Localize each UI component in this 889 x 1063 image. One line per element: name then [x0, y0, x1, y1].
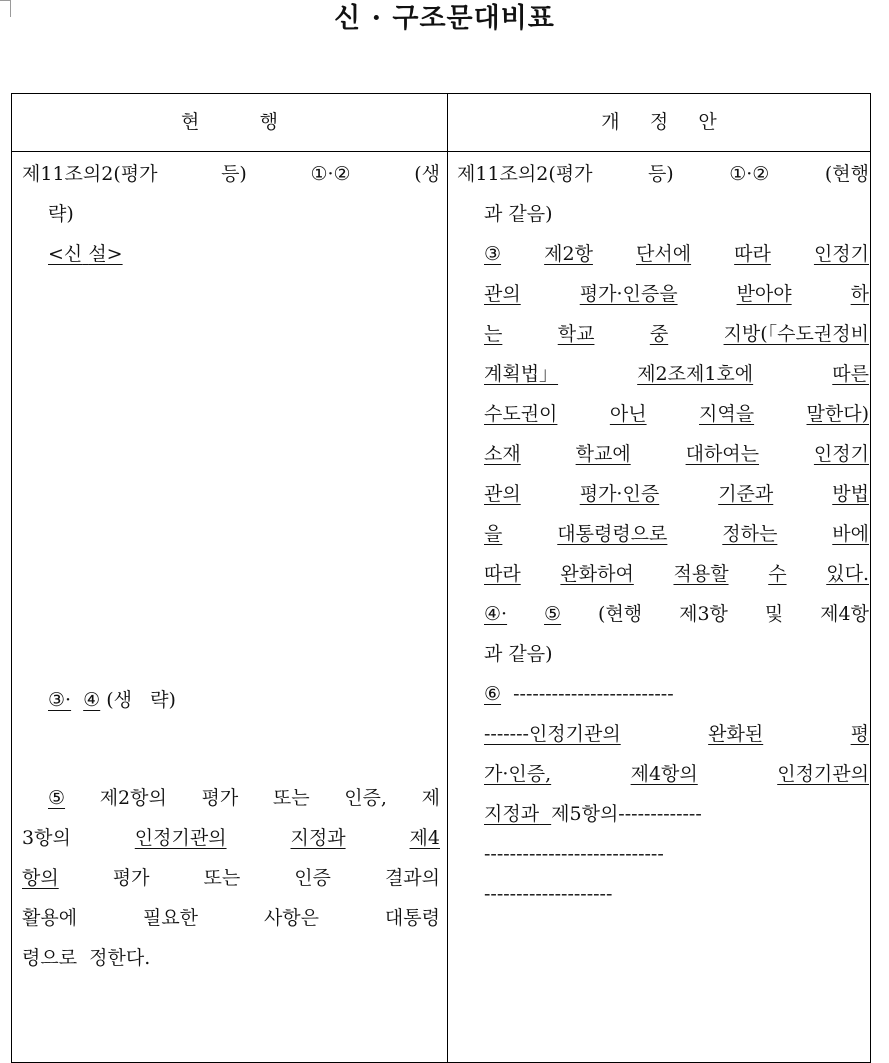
word: 등) [647, 163, 674, 185]
word: 아닌 [609, 403, 647, 425]
comparison-table [11, 93, 871, 1063]
revised-line-8 [484, 434, 869, 474]
revised-line-15 [484, 714, 869, 754]
word: ③ [484, 243, 502, 265]
word: ⑤ [544, 603, 562, 625]
word: 완화된 [708, 723, 764, 745]
word: (현행 [598, 603, 643, 625]
word: 인정기 [813, 443, 869, 465]
current-line-9 [22, 938, 440, 978]
word: (생 [106, 689, 133, 711]
word: 수도권이 [484, 403, 558, 425]
revised-line-6 [484, 354, 869, 394]
word: ⑥ [484, 683, 502, 705]
word: 평가·인증을 [579, 283, 678, 305]
word: 제5항의------------- [551, 803, 702, 825]
word: 또는 [272, 787, 310, 809]
revised-line-16 [484, 754, 869, 794]
word: 인증 [294, 867, 331, 889]
revised-line-10 [484, 514, 869, 554]
word: 략) [48, 203, 74, 225]
header-revised: 개 정 안 [601, 111, 717, 133]
word: 같음) [508, 643, 553, 665]
word: 중 [649, 323, 669, 345]
word: (생 [414, 163, 440, 185]
current-line-8 [22, 898, 440, 938]
word: 활용에 [22, 907, 78, 929]
word: 사항은 [263, 907, 319, 929]
word: 완화하여 [560, 563, 634, 585]
current-line-3 [48, 234, 440, 274]
word: 제2조제1호에 [637, 363, 754, 385]
revised-line-9 [484, 474, 869, 514]
word: 략) [150, 689, 176, 711]
revised-line-4 [484, 274, 869, 314]
word: 지방(「수도권정비 [723, 323, 869, 345]
word: (현행 [824, 163, 869, 185]
word: 대하여는 [685, 443, 760, 465]
table-header-row [12, 94, 870, 152]
word: 3항의 [22, 827, 71, 849]
word: -------인정기관의 [484, 723, 621, 745]
word: 있다. [826, 563, 869, 585]
word: 결과의 [384, 867, 440, 889]
word: 등) [221, 163, 247, 185]
word: 인정기관의 [134, 827, 227, 849]
word: 관의 [484, 483, 521, 505]
current-line-4 [48, 680, 440, 720]
current-line-2 [48, 194, 440, 234]
word: ⑤ [48, 787, 66, 809]
word: 인증, [344, 787, 387, 809]
column-divider [447, 94, 448, 1062]
current-line-7 [22, 858, 440, 898]
word: 또는 [203, 867, 241, 889]
revised-line-3 [484, 234, 869, 274]
word: 계획법」 [484, 363, 559, 385]
word: ④· [484, 603, 508, 625]
word: 평가·인증 [579, 483, 660, 505]
word: 정하는 [722, 523, 778, 545]
revised-line-18 [484, 834, 869, 874]
word: 과 [484, 203, 503, 225]
word: ---------------------------- [484, 843, 664, 865]
word: ------------------------- [513, 683, 674, 705]
word: 같음) [508, 203, 553, 225]
word: 제 [421, 787, 440, 809]
revised-line-13 [484, 634, 869, 674]
word: 제4 [409, 827, 440, 849]
revised-line-14 [484, 674, 869, 714]
current-line-6 [22, 818, 440, 858]
word: 지정과 [484, 803, 540, 825]
word: ③· [48, 689, 72, 711]
word: 항의 [22, 867, 59, 889]
word: ①·② [310, 163, 351, 185]
word: 정한다. [89, 947, 151, 969]
word: 설> [88, 243, 123, 265]
word: 인정기관의 [777, 763, 869, 785]
word: 하 [850, 283, 869, 305]
word: 을 [484, 523, 503, 545]
word: 필요한 [142, 907, 199, 929]
current-line-5 [48, 778, 440, 818]
word: -------------------- [484, 883, 613, 905]
revised-line-2 [484, 194, 869, 234]
word: 가·인증, [484, 763, 552, 785]
word: ④ [83, 689, 101, 711]
word: 관의 [484, 283, 521, 305]
header-current: 현 행 [180, 111, 279, 133]
word: 는 [484, 323, 503, 345]
word: 령으로 [22, 947, 78, 969]
word: 학교 [557, 323, 595, 345]
word: 학교에 [575, 443, 631, 465]
word: 수 [768, 563, 787, 585]
word: 따라 [734, 243, 771, 265]
word: 및 [764, 603, 784, 625]
current-line-1 [22, 154, 440, 194]
word: 대통령령으로 [557, 523, 668, 545]
word: 기준과 [718, 483, 774, 505]
document-title: 신 · 구조문대비표 [334, 3, 555, 34]
revised-line-7 [484, 394, 869, 434]
word: 제4항 [820, 603, 869, 625]
word: 인정기 [813, 243, 869, 265]
word: <신 [48, 243, 83, 265]
revised-line-17 [484, 794, 869, 834]
revised-line-1 [457, 154, 869, 194]
word: 제2항 [544, 243, 593, 265]
word: ①·② [729, 163, 770, 185]
word: 따른 [832, 363, 869, 385]
word: 지정과 [290, 827, 346, 849]
revised-line-5 [484, 314, 869, 354]
word: 제4항의 [630, 763, 698, 785]
word: 말한다) [806, 403, 869, 425]
word: 바에 [832, 523, 869, 545]
word: 대통령 [384, 907, 440, 929]
revised-line-19 [484, 874, 869, 914]
word: 적용할 [673, 563, 729, 585]
revised-line-11 [484, 554, 869, 594]
word: 과 [484, 643, 503, 665]
word: 평 [850, 723, 869, 745]
word: 제2항의 [99, 787, 167, 809]
word: 따라 [484, 563, 521, 585]
word: 제11조의2(평가 [22, 163, 158, 185]
word: 평가 [112, 867, 150, 889]
word: 제3항 [679, 603, 728, 625]
word: 방법 [832, 483, 869, 505]
word: 단서에 [636, 243, 692, 265]
word: 받아야 [736, 283, 792, 305]
word: 평가 [201, 787, 239, 809]
revised-line-12 [484, 594, 869, 634]
word: 제11조의2(평가 [457, 163, 593, 185]
word: 지역을 [699, 403, 755, 425]
word: 소재 [484, 443, 521, 465]
